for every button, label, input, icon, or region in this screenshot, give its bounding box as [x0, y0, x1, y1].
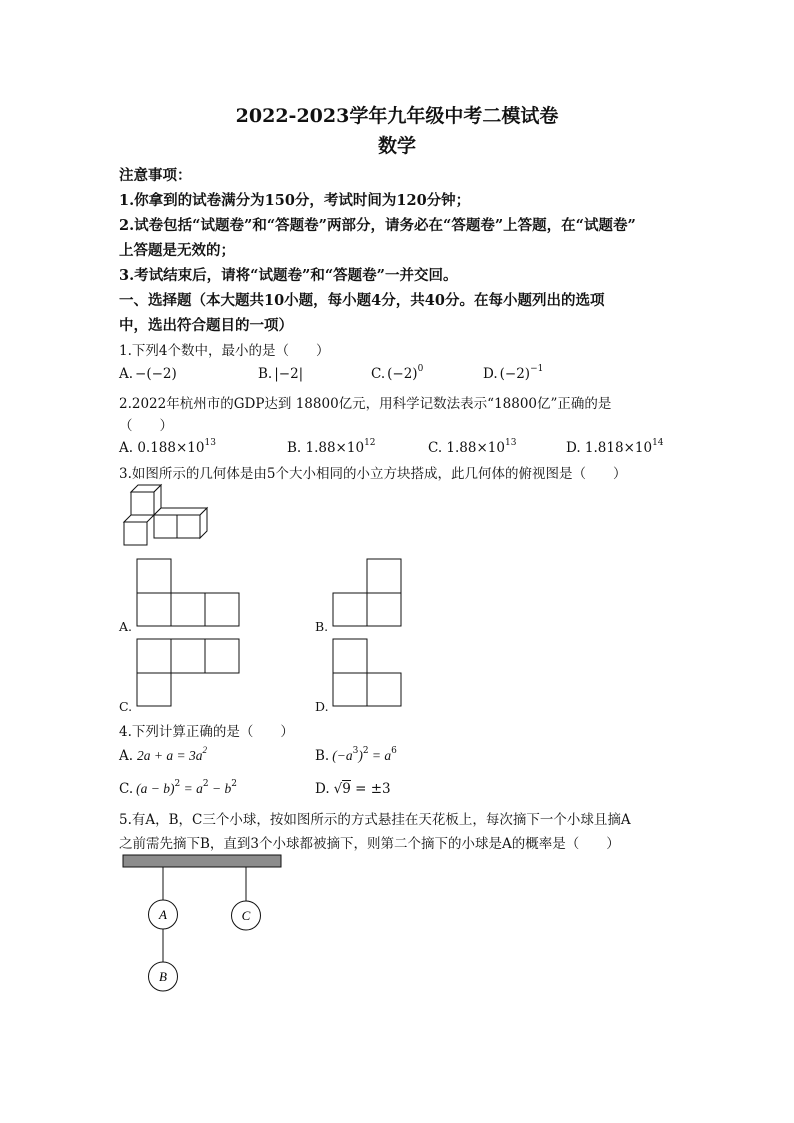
- q3-option-d-figure: [332, 638, 404, 708]
- q1-d-prefix: D.: [483, 366, 498, 382]
- q2-stem: 2.2022年杭州市的GDP达到 18800亿元，用科学记数法表示“18800亿”正确的是: [119, 396, 612, 412]
- q3-solid-figure: [118, 480, 218, 550]
- q4-b-prefix: B.: [315, 748, 330, 764]
- q4-c-expr1: (a − b): [136, 781, 175, 796]
- q1-c-exp: 0: [417, 364, 424, 374]
- q4-option-d: [315, 781, 391, 797]
- q4-b-expr2: ): [358, 748, 363, 763]
- q4-stem: 4.下列计算正确的是（ ）: [119, 724, 294, 740]
- q4-b-expr3: = a: [368, 748, 392, 763]
- q4-a-prefix: A.: [119, 748, 134, 764]
- q1-option-b: [258, 366, 303, 382]
- q1-d-exp: −1: [530, 364, 544, 374]
- q4-a-expr: 2a + a = 3a: [137, 748, 203, 763]
- q4-d-prefix: D.: [315, 781, 330, 797]
- q1-b-prefix: B.: [258, 366, 273, 382]
- q4-d-rest: = ±3: [350, 781, 391, 797]
- q1-c-base: (−2): [387, 366, 418, 382]
- notes-heading: 注意事项：: [119, 167, 192, 184]
- section1-line-1: 一、选择题（本大题共10小题，每小题4分，共40分。在每小题列出的选项: [119, 292, 605, 309]
- q5-line-2: 之前需先摘下B，直到3个小球都被摘下，则第二个摘下的小球是A的概率是（ ）: [119, 836, 620, 852]
- q4-c-expr3: − b: [208, 781, 232, 796]
- q4-a-exp: 2: [202, 745, 208, 755]
- q1-c-prefix: C.: [371, 366, 386, 382]
- q3-stem: 3.如图所示的几何体是由5个大小相同的小立方块搭成，此几何体的俯视图是（ ）: [119, 466, 627, 482]
- q4-option-a: [119, 745, 208, 764]
- q4-option-c: [119, 781, 237, 797]
- q4-c-expr2: = a: [180, 781, 203, 796]
- ceiling-bar: [123, 855, 281, 867]
- q1-d-base: (−2): [499, 366, 531, 382]
- q4-b-exp2: 2: [362, 746, 369, 756]
- ball-b-label: B: [159, 969, 167, 984]
- q3-option-a-figure: [136, 558, 242, 628]
- notes-line-2b: 上答题是无效的；: [119, 242, 235, 259]
- sqrt-symbol: √: [333, 781, 343, 797]
- q4-d-radicand: 9: [342, 781, 351, 797]
- q2-b-exp: 12: [364, 438, 376, 448]
- q3-label-a: A.: [119, 619, 133, 634]
- q3-label-d: D.: [315, 699, 329, 714]
- q2-d-exp: 14: [652, 438, 664, 448]
- q2-d-text: D. 1.818×10: [566, 440, 653, 456]
- q2-option-d: [566, 440, 664, 456]
- q4-c-prefix: C.: [119, 781, 134, 797]
- q4-option-b: [315, 748, 397, 764]
- q5-hanging-balls-figure: [118, 850, 288, 1000]
- q3-label-c: C.: [119, 699, 133, 714]
- page-title: 2022-2023学年九年级中考二模试卷: [235, 105, 559, 127]
- q2-option-b: [287, 440, 376, 456]
- q2-c-text: C. 1.88×10: [428, 440, 505, 456]
- q5-line-1: 5.有A，B，C三个小球，按如图所示的方式悬挂在天花板上，每次摘下一个小球且摘A: [119, 812, 631, 828]
- q1-stem: 1.下列4个数中，最小的是（ ）: [119, 343, 330, 359]
- q1-a-expr: −(−2): [135, 366, 177, 382]
- q2-paren: （ ）: [119, 418, 173, 434]
- q4-c-exp3: 2: [231, 779, 237, 789]
- q2-option-a: [119, 440, 216, 456]
- q2-c-exp: 13: [504, 438, 517, 448]
- q1-b-expr: |−2|: [274, 366, 304, 382]
- ball-c-label: C: [241, 908, 251, 923]
- q4-c-exp2: 2: [202, 779, 209, 789]
- q4-b-exp3: 6: [391, 746, 397, 756]
- notes-line-1: 1.你拿到的试卷满分为150分，考试时间为120分钟；: [119, 192, 471, 209]
- q2-b-text: B. 1.88×10: [287, 440, 365, 456]
- q3-option-c-figure: [136, 638, 242, 708]
- q1-a-prefix: A.: [119, 366, 134, 382]
- q1-option-a: [119, 366, 177, 382]
- q4-b-exp1: 3: [352, 746, 359, 756]
- q1-option-d: [483, 366, 543, 382]
- notes-line-2a: 2.试卷包括“试题卷”和“答题卷”两部分，请务必在“答题卷”上答题，在“试题卷”: [119, 217, 636, 234]
- subject-title: 数学: [377, 135, 416, 157]
- ball-a-label: A: [159, 907, 167, 922]
- q2-option-c: [428, 440, 516, 456]
- notes-line-3: 3.考试结束后，请将“试题卷”和“答题卷”一并交回。: [119, 267, 458, 284]
- section1-line-2: 中，选出符合题目的一项）: [119, 317, 293, 334]
- q1-option-c: [371, 366, 423, 382]
- q3-label-b: B.: [315, 619, 329, 634]
- q3-option-b-figure: [332, 558, 404, 628]
- q4-b-expr1: (−a: [332, 748, 353, 763]
- q2-a-text: A. 0.188×10: [119, 440, 205, 456]
- q4-c-exp1: 2: [174, 779, 181, 789]
- q2-a-exp: 13: [204, 438, 216, 448]
